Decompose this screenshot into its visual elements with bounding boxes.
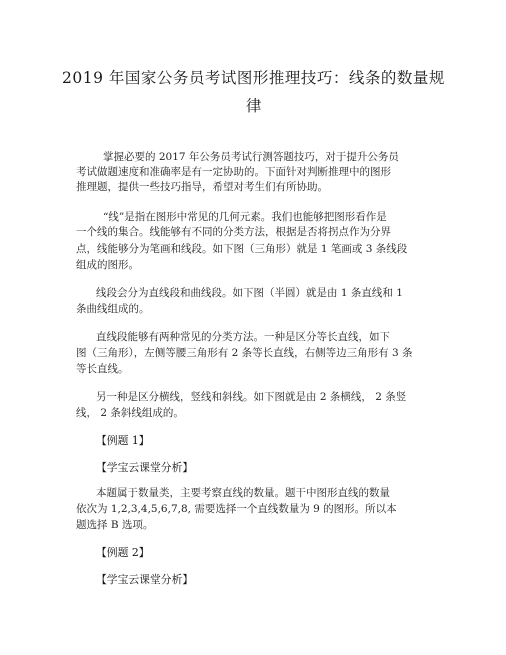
paragraph-line-definition-3: 点，线能够分为笔画和线段。如下图（三角形）就是 1 笔画或 3 条线段 [76, 243, 408, 255]
paragraph-line-directions-1: 另一种是区分横线，竖线和斜线。如下图就是由 2 条横线， 2 条竖 [96, 391, 407, 403]
paragraph-straight-lines-2: 图（三角形），左侧等腰三角形有 2 条等长直线，右侧等边三角形有 3 条 [76, 347, 413, 359]
paragraph-line-segments-2: 条曲线组成的。 [76, 303, 150, 315]
paragraph-analysis-1-line-1: 本题属于数量类，主要考察直线的数量。题干中图形直线的数量 [96, 487, 390, 499]
paragraph-line-definition-4: 组成的图形。 [76, 259, 139, 271]
example-2-heading: 【例题 2】 [96, 546, 150, 559]
document-title-line-1: 2019 年国家公务员考试图形推理技巧：线条的数量规 [62, 69, 445, 87]
paragraph-line-definition-2: 一个线的集合。线能够有不同的分类方法，根据是否将拐点作为分界 [76, 226, 391, 238]
analysis-2-heading: 【学宝云课堂分析】 [96, 573, 194, 586]
paragraph-analysis-1-line-2: 依次为 1,2,3,4,5,6,7,8, 需要选择一个直线数量为 9 的图形。所以本 [76, 503, 397, 515]
paragraph-intro-line-3: 推理题，提供一些技巧指导，希望对考生们有所协助。 [76, 181, 328, 193]
paragraph-analysis-1-line-3: 题选择 B 选项。 [76, 519, 154, 531]
paragraph-straight-lines-3: 等长直线。 [76, 363, 129, 375]
example-1-heading: 【例题 1】 [96, 434, 150, 447]
paragraph-line-directions-2: 线， 2 条斜线组成的。 [76, 407, 184, 419]
analysis-1-heading: 【学宝云课堂分析】 [96, 461, 194, 474]
paragraph-line-segments-1: 线段会分为直线段和曲线段。如下图（半圆）就是由 1 条直线和 1 [96, 287, 403, 299]
paragraph-intro-line-1: 掌握必要的 2017 年公务员考试行测答题技巧，对于提升公务员 [103, 151, 399, 163]
paragraph-intro-line-2: 考试做题速度和准确率是有一定协助的。下面针对判断推理中的图形 [76, 166, 391, 178]
paragraph-line-definition-1: “线”是指在图形中常见的几何元素。我们也能够把图形看作是 [103, 211, 387, 223]
document-title-line-2: 律 [246, 97, 263, 115]
paragraph-straight-lines-1: 直线段能够有两种常见的分类方法。一种是区分等长直线，如下 [96, 331, 390, 343]
